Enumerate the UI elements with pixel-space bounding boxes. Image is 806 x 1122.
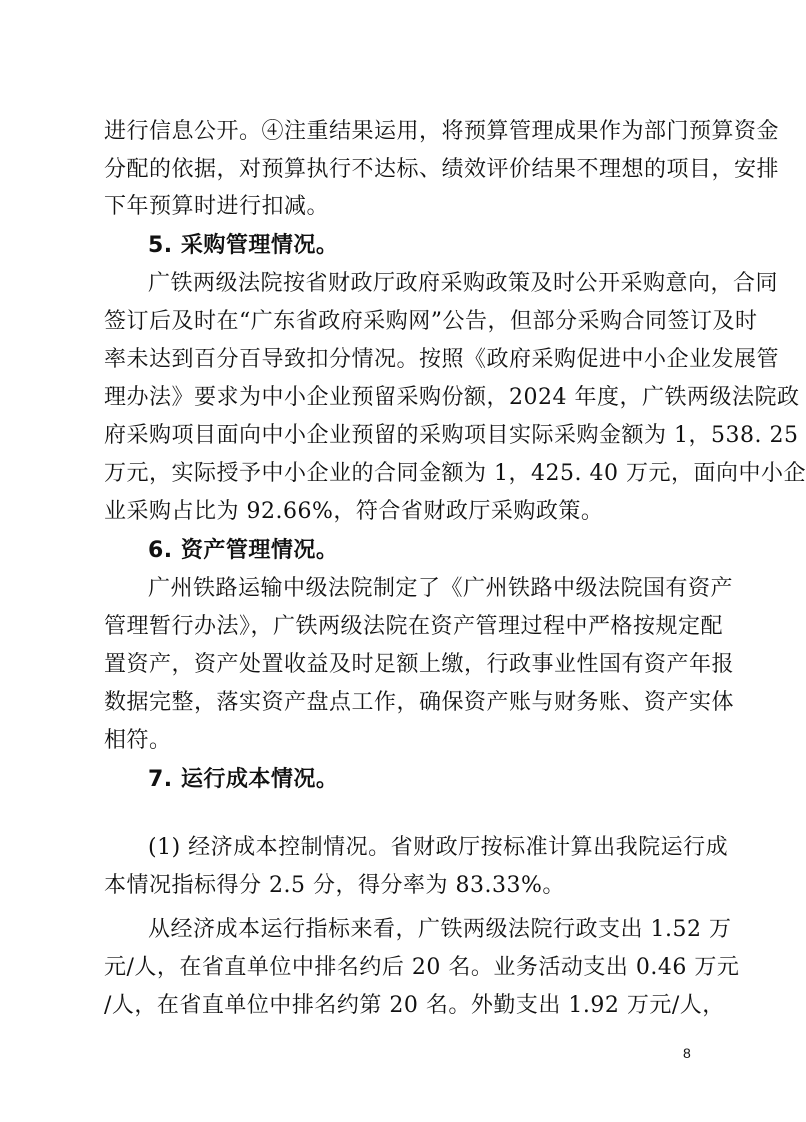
paragraph-line: 本情况指标得分 2.5 分，得分率为 83.33%。: [104, 873, 565, 898]
paragraph-line: 相符。: [104, 728, 172, 753]
page-number: 8: [683, 1045, 691, 1061]
paragraph-line: 业采购占比为 92.66%，符合省财政厅采购政策。: [104, 499, 604, 524]
section-heading-operating-cost: 7. 运行成本情况。: [148, 767, 339, 792]
paragraph-line: 理办法》要求为中小企业预留采购份额，2024 年度，广铁两级法院政: [104, 385, 800, 410]
paragraph-line: 数据完整，落实资产盘点工作，确保资产账与财务账、资产实体: [104, 690, 735, 715]
paragraph-line: 元/人，在省直单位中排名约后 20 名。业务活动支出 0.46 万元: [104, 955, 740, 980]
section-heading-procurement: 5. 采购管理情况。: [148, 233, 339, 258]
paragraph-line: 广铁两级法院按省财政厅政府采购政策及时公开采购意向，合同: [148, 271, 779, 296]
paragraph-line: 万元，实际授予中小企业的合同金额为 1，425. 40 万元，面向中小企: [104, 461, 806, 486]
paragraph-line: 下年预算时进行扣减。: [104, 194, 330, 219]
paragraph-line: 置资产，资产处置收益及时足额上缴，行政事业性国有资产年报: [104, 652, 735, 677]
paragraph-line: 签订后及时在“广东省政府采购网”公告，但部分采购合同签订及时: [104, 309, 758, 334]
paragraph-line: 管理暂行办法》，广铁两级法院在资产管理过程中严格按规定配: [104, 614, 724, 639]
paragraph-line: 率未达到百分百导致扣分情况。按照《政府采购促进中小企业发展管: [104, 347, 780, 372]
section-heading-assets: 6. 资产管理情况。: [148, 538, 339, 563]
paragraph-line: 从经济成本运行指标来看，广铁两级法院行政支出 1.52 万: [148, 917, 732, 942]
paragraph-line: 分配的依据，对预算执行不达标、绩效评价结果不理想的项目，安排: [104, 157, 780, 182]
paragraph-line: 广州铁路运输中级法院制定了《广州铁路中级法院国有资产: [148, 576, 734, 601]
paragraph-line: 进行信息公开。④注重结果运用，将预算管理成果作为部门预算资金: [104, 119, 780, 144]
paragraph-line: /人，在省直单位中排名约第 20 名。外勤支出 1.92 万元/人，: [104, 993, 725, 1018]
paragraph-line: 府采购项目面向中小企业预留的采购项目实际采购金额为 1，538. 25: [104, 423, 799, 448]
paragraph-line: (1) 经济成本控制情况。省财政厅按标准计算出我院运行成: [148, 835, 729, 860]
